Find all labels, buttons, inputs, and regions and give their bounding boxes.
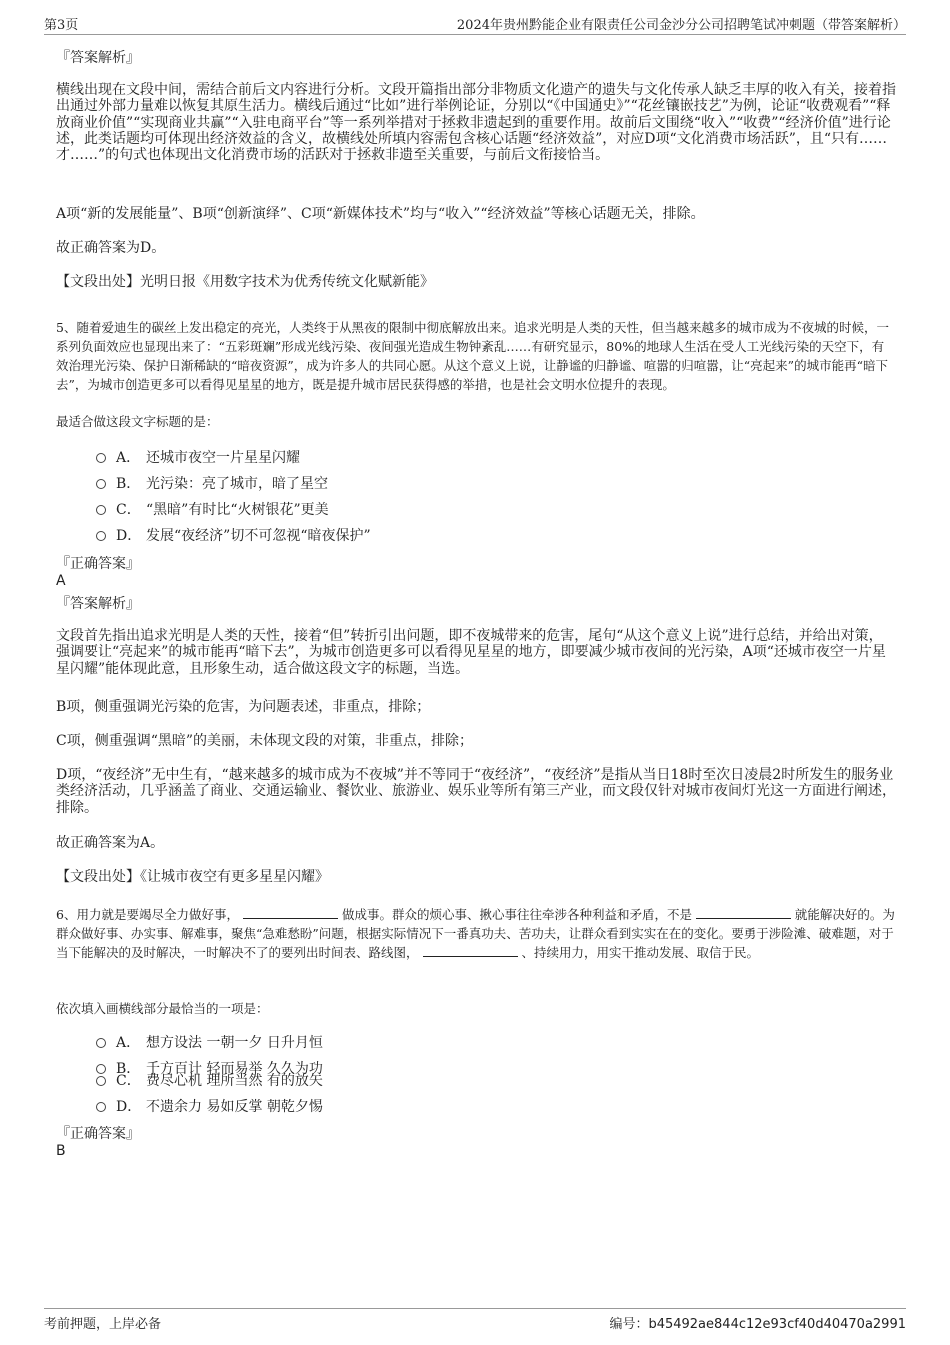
q5-correct-answer: A — [56, 573, 66, 589]
q5-analysis-paragraph: C项，侧重强调“黑暗”的美丽，未体现文段的对策，非重点，排除； — [56, 733, 474, 749]
radio-icon[interactable] — [96, 479, 106, 489]
q5-option-a[interactable]: A． 还城市夜空一片星星闪耀 — [96, 448, 300, 468]
q6-correct-answer: B — [56, 1143, 66, 1159]
footer-slogan: 考前押题，上岸必备 — [44, 1317, 162, 1332]
page-number: 第3页 — [44, 18, 79, 33]
q4-source: 【文段出处】光明日报《用数字技术为优秀传统文化赋新能》 — [56, 274, 434, 290]
fill-blank-1[interactable] — [243, 906, 338, 919]
page-header — [44, 14, 906, 34]
q6-option-c[interactable]: C． 费尽心机 理所当然 有的放矢 — [96, 1071, 323, 1091]
q4-answer-line: 故正确答案为D。 — [56, 240, 166, 256]
fill-blank-2[interactable] — [696, 906, 791, 919]
q5-analysis-paragraph: 文段首先指出追求光明是人类的天性，接着“但”转折引出问题，即不夜城带来的危害，尾句“从这个意义上说”进行总结，并给出对策，强调要让“亮起来”的城市能再“暗下去”，为城市创造更多可以看得见星星的地方，即要减少城市夜间的光污染，A项“还城市夜空一片星星闪耀”能体现此意，且形象生动，适合做这段文字的标题，当选。 — [56, 628, 886, 677]
document-code: 编号：b45492ae844c12e93cf40d40470a2991 — [609, 1317, 906, 1332]
q5-prompt: 最适合做这段文字标题的是： — [56, 414, 219, 429]
q5-analysis-paragraph: D项，“夜经济”无中生有，“越来越多的城市成为不夜城”并不等同于“夜经济”，“夜经济”是指从当日18时至次日凌晨2时所发生的服务业类经济活动，几乎涵盖了商业、交通运输业、餐饮业、旅游业、娱乐业等所有第三产业，而文段仅针对城市夜间灯光这一方面进行阐述，排除。 — [56, 767, 896, 816]
q4-analysis-label: 『答案解析』 — [56, 50, 140, 66]
document-title: 2024年贵州黔能企业有限责任公司金沙分公司招聘笔试冲刺题（带答案解析） — [456, 18, 906, 33]
q6-prompt: 依次填入画横线部分最恰当的一项是： — [56, 1001, 269, 1016]
q5-analysis-paragraph: B项，侧重强调光污染的危害，为问题表述，非重点，排除； — [56, 699, 431, 715]
q5-option-c[interactable]: C． “黑暗”有时比“火树银花”更美 — [96, 500, 329, 520]
q4-analysis-paragraph: A项“新的发展能量”、B项“创新演绎”、C项“新媒体技术”均与“收入”“经济效益”等核心话题无关，排除。 — [56, 206, 705, 222]
fill-blank-3[interactable] — [423, 944, 518, 957]
q6-stem: 6、用力就是要竭尽全力做好事， 做成事。群众的烦心事、揪心事往往牵涉各种利益和矛盾，不是 就能解决好的。为群众做好事、办实事、解难事，聚焦“急难愁盼”问题，根据实际情况下一番真功夫、苦功夫，让群众看到实实在在的变化。要勇于涉险滩、破难题，对于当下能解决的及时解决，一时解决不了的要列出时间表、路线图， 、持续用力，用实干推动发展、取信于民。 — [56, 907, 895, 960]
q5-analysis-label: 『答案解析』 — [56, 596, 140, 612]
q6-correct-label: 『正确答案』 — [56, 1126, 140, 1142]
radio-icon[interactable] — [96, 1102, 106, 1112]
q5-answer-line: 故正确答案为A。 — [56, 835, 165, 851]
radio-icon[interactable] — [96, 1038, 106, 1048]
radio-icon[interactable] — [96, 531, 106, 541]
q5-stem: 5、随着爱迪生的碳丝上发出稳定的亮光，人类终于从黑夜的限制中彻底解放出来。追求光明是人类的天性，但当越来越多的城市成为不夜城的时候，一系列负面效应也显现出来了：“五彩斑斓”形成光线污染、夜间强光造成生物钟紊乱……有研究显示，80%的地球人生活在受人工光线污染的天空下，有效治理光污染、保护日渐稀缺的“暗夜资源”，成为许多人的共同心愿。从这个意义上说，让静谧的归静谧、喧嚣的归喧嚣，让“亮起来”的城市能再“暗下去”，为城市创造更多可以看得见星星的地方，既是提升城市居民获得感的举措，也是社会文明水位提升的表现。 — [56, 320, 889, 392]
q5-source: 【文段出处】《让城市夜空有更多星星闪耀》 — [56, 869, 329, 885]
footer-divider — [44, 1308, 906, 1309]
q6-option-d[interactable]: D． 不遗余力 易如反掌 朝乾夕惕 — [96, 1097, 323, 1117]
q6-option-a[interactable]: A． 想方设法 一朝一夕 日升月恒 — [96, 1033, 323, 1053]
q5-option-d[interactable]: D． 发展“夜经济”切不可忽视“暗夜保护” — [96, 526, 371, 546]
q5-correct-label: 『正确答案』 — [56, 556, 140, 572]
q5-option-b[interactable]: B． 光污染：亮了城市，暗了星空 — [96, 474, 328, 494]
radio-icon[interactable] — [96, 453, 106, 463]
q6-option-b[interactable]: B． 千方百计 轻而易举 久久为功 — [96, 1059, 323, 1079]
radio-icon[interactable] — [96, 505, 106, 515]
radio-icon[interactable] — [96, 1076, 106, 1086]
q4-analysis-paragraph: 横线出现在文段中间，需结合前后文内容进行分析。文段开篇指出部分非物质文化遗产的遗失与文化传承人缺乏丰厚的收入有关，接着指出通过外部力量难以恢复其原生活力。横线后通过“比如”进行举例论证，分别以“《中国通史》”“花丝镶嵌技艺”为例，论证“收费观看”“释放商业价值”“实现商业共赢”“入驻电商平台”等一系列举措对于拯救非遗起到的重要作用。故前后文围绕“收入”“收费”“经济价值”进行论述，此类话题均可体现出经济效益的含义，故横线处所填内容需包含核心话题“经济效益”，对应D项“文化消费市场活跃”，且“只有……才……”的句式也体现出文化消费市场的活跃对于拯救非遗至关重要，与前后文衔接恰当。 — [56, 82, 896, 164]
header-divider — [44, 34, 906, 35]
